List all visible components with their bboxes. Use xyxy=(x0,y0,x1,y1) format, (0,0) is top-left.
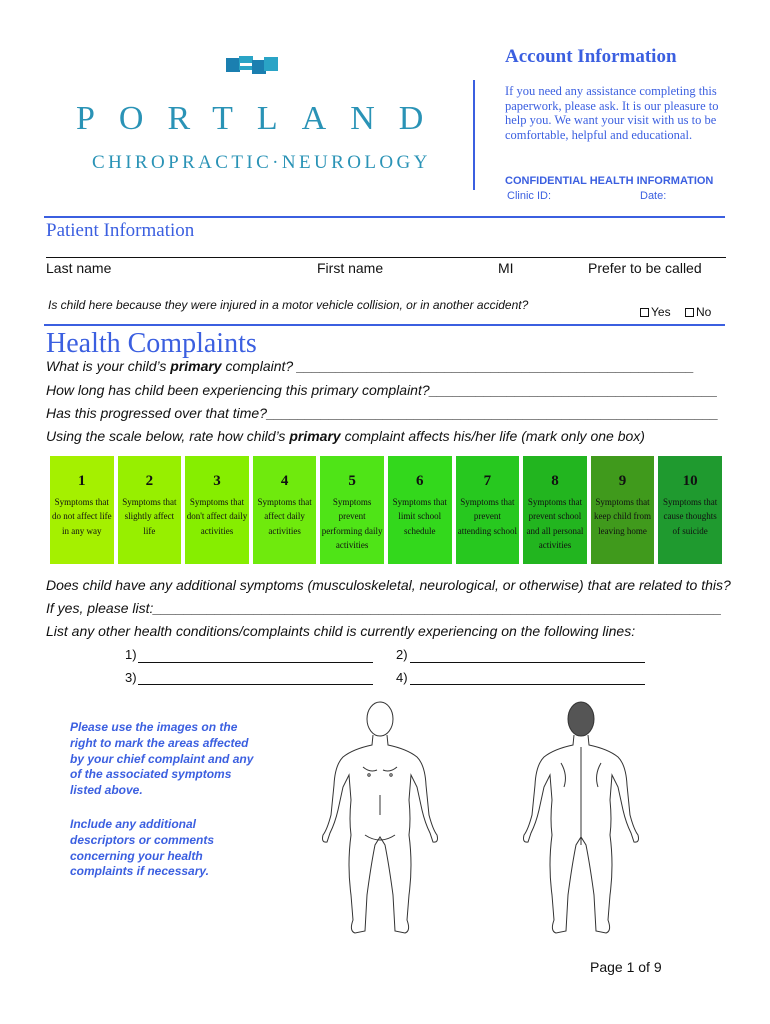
scale-box-6[interactable] xyxy=(388,456,452,564)
account-text: If you need any assistance completing this paperwork, please ask. It is our pleasure to help you. We want your visit with us to be comfortable, helpful and educational. xyxy=(505,84,719,142)
date-label: Date: xyxy=(640,190,667,202)
first-name-label: First name xyxy=(317,260,384,276)
clinic-id-label: Clinic ID: xyxy=(507,190,552,202)
mi-label: MI xyxy=(498,260,514,276)
body-note-para-1: Please use the images on the right to mark the areas affected by your chief complaint and any of the associated symptoms listed above. xyxy=(70,720,254,798)
scale-number: 9 xyxy=(618,473,627,489)
prefer-name-label: Prefer to be called xyxy=(588,260,702,276)
scale-number: 5 xyxy=(348,473,356,489)
primary-complaint-question[interactable] xyxy=(46,358,694,374)
q4-bold: primary xyxy=(289,428,341,444)
section-divider xyxy=(44,216,725,218)
last-name-label: Last name xyxy=(46,260,112,276)
scale-description: Symptoms prevent performing daily activities xyxy=(321,497,383,551)
scale-box-1[interactable] xyxy=(50,456,114,564)
scale-box-5[interactable] xyxy=(320,456,384,564)
scale-number: 3 xyxy=(213,473,221,489)
q1-text: What is your child’s xyxy=(46,358,171,374)
list-line-2[interactable] xyxy=(410,662,645,663)
scale-description: Symptoms that do not affect life in any way xyxy=(52,497,112,536)
scale-description: Symptoms that prevent school and all personal activities xyxy=(526,497,584,551)
scale-box-8[interactable] xyxy=(523,456,587,564)
other-conditions-question: List any other health conditions/complaints child is currently experiencing on the following lines: xyxy=(46,623,636,639)
scale-number: 8 xyxy=(551,473,559,489)
scale-description: Symptoms that affect daily activities xyxy=(257,497,312,536)
scale-number: 6 xyxy=(416,473,424,489)
page-number: Page 1 of 9 xyxy=(590,959,662,975)
header-divider xyxy=(473,80,475,190)
scale-number: 2 xyxy=(145,473,154,489)
scale-instruction xyxy=(46,428,645,444)
scale-number: 7 xyxy=(483,473,492,489)
severity-scale xyxy=(50,456,722,564)
scale-box-3[interactable] xyxy=(185,456,249,564)
additional-symptoms-list[interactable]: If yes, please list:_________________________________________________________________________ xyxy=(46,600,722,616)
accident-question: Is child here because they were injured in a motor vehicle collision, or in another accident? xyxy=(48,298,529,312)
account-title: Account Information xyxy=(505,46,677,67)
q1-bold: primary xyxy=(170,358,222,374)
body-note-para-2: Include any additional descriptors or comments concerning your health complaints if necessary. xyxy=(70,816,215,879)
list-line-3[interactable] xyxy=(138,684,373,685)
list-line-1[interactable] xyxy=(138,662,373,663)
duration-question[interactable]: How long has child been experiencing this primary complaint?_____________________________________ xyxy=(46,382,718,398)
logo-mark xyxy=(226,54,278,76)
no-checkbox[interactable] xyxy=(685,305,711,319)
list-label-2: 2) xyxy=(396,647,408,662)
list-label-1: 1) xyxy=(125,647,137,662)
scale-number: 10 xyxy=(682,473,698,489)
brand-subtitle: CHIROPRACTIC·NEUROLOGY xyxy=(92,152,431,173)
checkbox-icon[interactable] xyxy=(685,308,694,317)
scale-number: 4 xyxy=(280,473,289,489)
scale-description: Symptoms that limit school schedule xyxy=(392,497,447,536)
scale-description: Symptoms that slightly affect life xyxy=(122,497,177,536)
confidential-label: CONFIDENTIAL HEALTH INFORMATION xyxy=(505,175,714,187)
name-line[interactable] xyxy=(46,257,726,258)
scale-box-9[interactable] xyxy=(591,456,655,564)
scale-box-2[interactable] xyxy=(118,456,182,564)
health-complaints-title: Health Complaints xyxy=(46,328,257,359)
scale-description: Symptoms that don't affect daily activities xyxy=(186,497,248,536)
patient-info-title: Patient Information xyxy=(46,220,195,241)
section-divider xyxy=(44,324,725,326)
scale-description: Symptoms that cause thoughts of suicide xyxy=(663,497,718,536)
scale-description: Symptoms that keep child from leaving home xyxy=(594,497,652,536)
body-front-diagram[interactable] xyxy=(305,695,455,940)
body-diagram-instructions xyxy=(70,720,255,880)
list-label-4: 4) xyxy=(396,670,408,685)
list-line-4[interactable] xyxy=(410,684,645,685)
checkbox-icon[interactable] xyxy=(640,308,649,317)
scale-description: Symptoms that prevent attending school xyxy=(457,497,517,536)
brand-name: PORTLAND xyxy=(76,100,448,137)
q4-text-end: complaint affects his/her life (mark only one box) xyxy=(340,428,645,444)
q1-line[interactable]: complaint? ___________________________________________________ xyxy=(221,358,695,374)
body-back-diagram[interactable] xyxy=(506,695,656,940)
no-label: No xyxy=(696,305,712,319)
q4-text: Using the scale below, rate how child’s xyxy=(46,428,290,444)
yes-checkbox[interactable] xyxy=(640,305,671,319)
list-label-3: 3) xyxy=(125,670,137,685)
scale-box-10[interactable] xyxy=(658,456,722,564)
additional-symptoms-question: Does child have any additional symptoms (musculoskeletal, neurological, or otherwise) that are related to this? xyxy=(46,577,731,593)
progression-question[interactable]: Has this progressed over that time?__________________________________________________________ xyxy=(46,405,719,421)
scale-box-7[interactable] xyxy=(456,456,520,564)
yes-label: Yes xyxy=(651,305,671,319)
scale-box-4[interactable] xyxy=(253,456,317,564)
scale-number: 1 xyxy=(78,473,86,489)
